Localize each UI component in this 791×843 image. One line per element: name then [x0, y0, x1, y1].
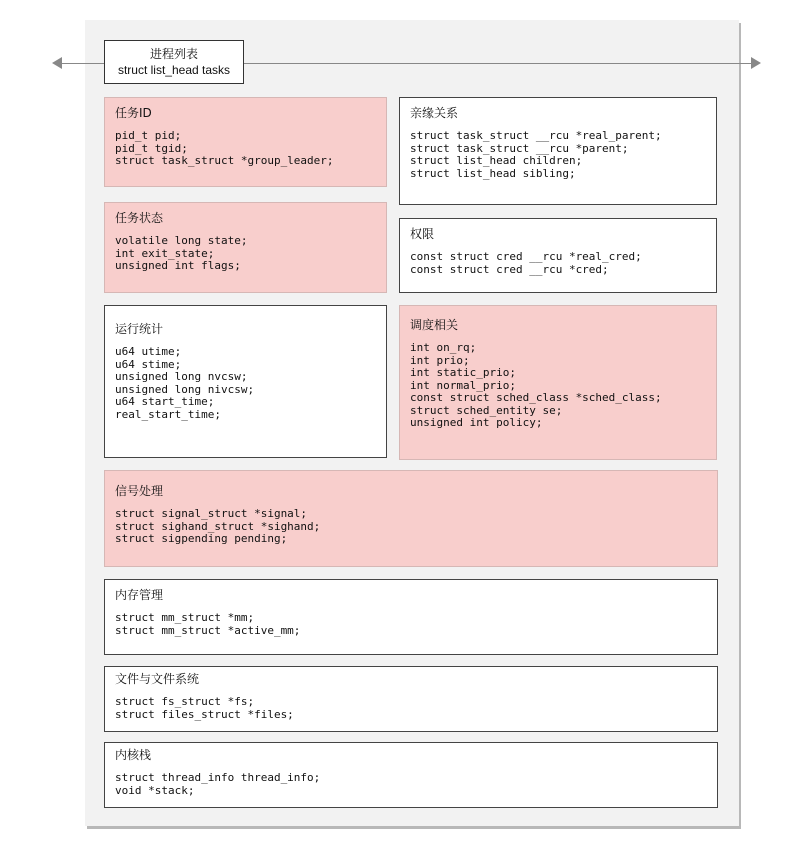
- task-state-title: 任务状态: [115, 211, 164, 225]
- files-box: [104, 666, 718, 732]
- code-line: unsigned int flags;: [115, 259, 241, 272]
- code-line: struct thread_info thread_info;: [115, 771, 321, 784]
- kernel-stack-box: [104, 742, 718, 808]
- code-line: unsigned long nivcsw;: [115, 382, 255, 396]
- code-line: struct sigpending pending;: [115, 532, 288, 545]
- code-line: struct task_struct __rcu *real_parent;: [410, 129, 662, 142]
- tasks-list-node: [104, 40, 244, 84]
- signals-box: [104, 470, 718, 567]
- arrow-right-icon: [751, 57, 761, 69]
- code-line: struct mm_struct *mm;: [115, 611, 255, 624]
- code-line: u64 start_time;: [115, 395, 215, 408]
- code-line: struct sighand_struct *sighand;: [115, 519, 321, 533]
- runtime-stats-title: 运行统计: [115, 322, 164, 336]
- code-line: struct task_struct __rcu *parent;: [410, 141, 629, 155]
- code-line: const struct cred __rcu *real_cred;: [410, 250, 642, 263]
- memory-box: [104, 579, 718, 655]
- code-line: int exit_state;: [115, 246, 215, 260]
- signals-title: 信号处理: [115, 484, 164, 498]
- code-line: pid_t tgid;: [115, 141, 188, 155]
- code-line: u64 stime;: [115, 357, 182, 371]
- list-link-left-line: [60, 63, 104, 64]
- scheduling-title: 调度相关: [410, 318, 459, 332]
- code-line: struct files_struct *files;: [115, 707, 294, 721]
- code-line: int prio;: [410, 353, 470, 367]
- list-link-right-line: [244, 63, 752, 64]
- runtime-stats-box: [104, 305, 387, 458]
- code-line: struct mm_struct *active_mm;: [115, 623, 301, 637]
- code-line: pid_t pid;: [115, 129, 182, 142]
- code-line: int static_prio;: [410, 366, 516, 379]
- arrow-left-icon: [52, 57, 62, 69]
- code-line: const struct cred __rcu *cred;: [410, 262, 609, 276]
- code-line: unsigned long nvcsw;: [115, 370, 248, 383]
- memory-title: 内存管理: [115, 588, 164, 602]
- code-line: u64 utime;: [115, 345, 182, 358]
- relations-box: [399, 97, 717, 205]
- code-line: void *stack;: [115, 783, 195, 797]
- tasks-list-code: struct list_head tasks: [117, 63, 231, 77]
- scheduling-box: [399, 305, 717, 460]
- code-line: struct fs_struct *fs;: [115, 695, 255, 708]
- task-id-title: 任务ID: [115, 106, 152, 120]
- code-line: struct list_head children;: [410, 154, 583, 167]
- code-line: int normal_prio;: [410, 378, 516, 392]
- relations-title: 亲缘关系: [410, 106, 459, 120]
- code-line: struct signal_struct *signal;: [115, 507, 308, 520]
- files-title: 文件与文件系统: [115, 672, 200, 686]
- code-line: struct task_struct *group_leader;: [115, 154, 334, 167]
- code-line: volatile long state;: [115, 234, 248, 247]
- task-id-box: [104, 97, 387, 187]
- permissions-box: [399, 218, 717, 293]
- code-line: struct sched_entity se;: [410, 403, 563, 417]
- code-line: struct list_head sibling;: [410, 166, 576, 180]
- task-state-box: [104, 202, 387, 293]
- tasks-list-title: 进程列表: [149, 47, 198, 61]
- code-line: real_start_time;: [115, 407, 221, 421]
- permissions-title: 权限: [410, 227, 435, 241]
- code-line: const struct sched_class *sched_class;: [410, 391, 662, 404]
- code-line: int on_rq;: [410, 341, 477, 354]
- code-line: unsigned int policy;: [410, 416, 543, 429]
- kernel-stack-title: 内核栈: [115, 748, 152, 762]
